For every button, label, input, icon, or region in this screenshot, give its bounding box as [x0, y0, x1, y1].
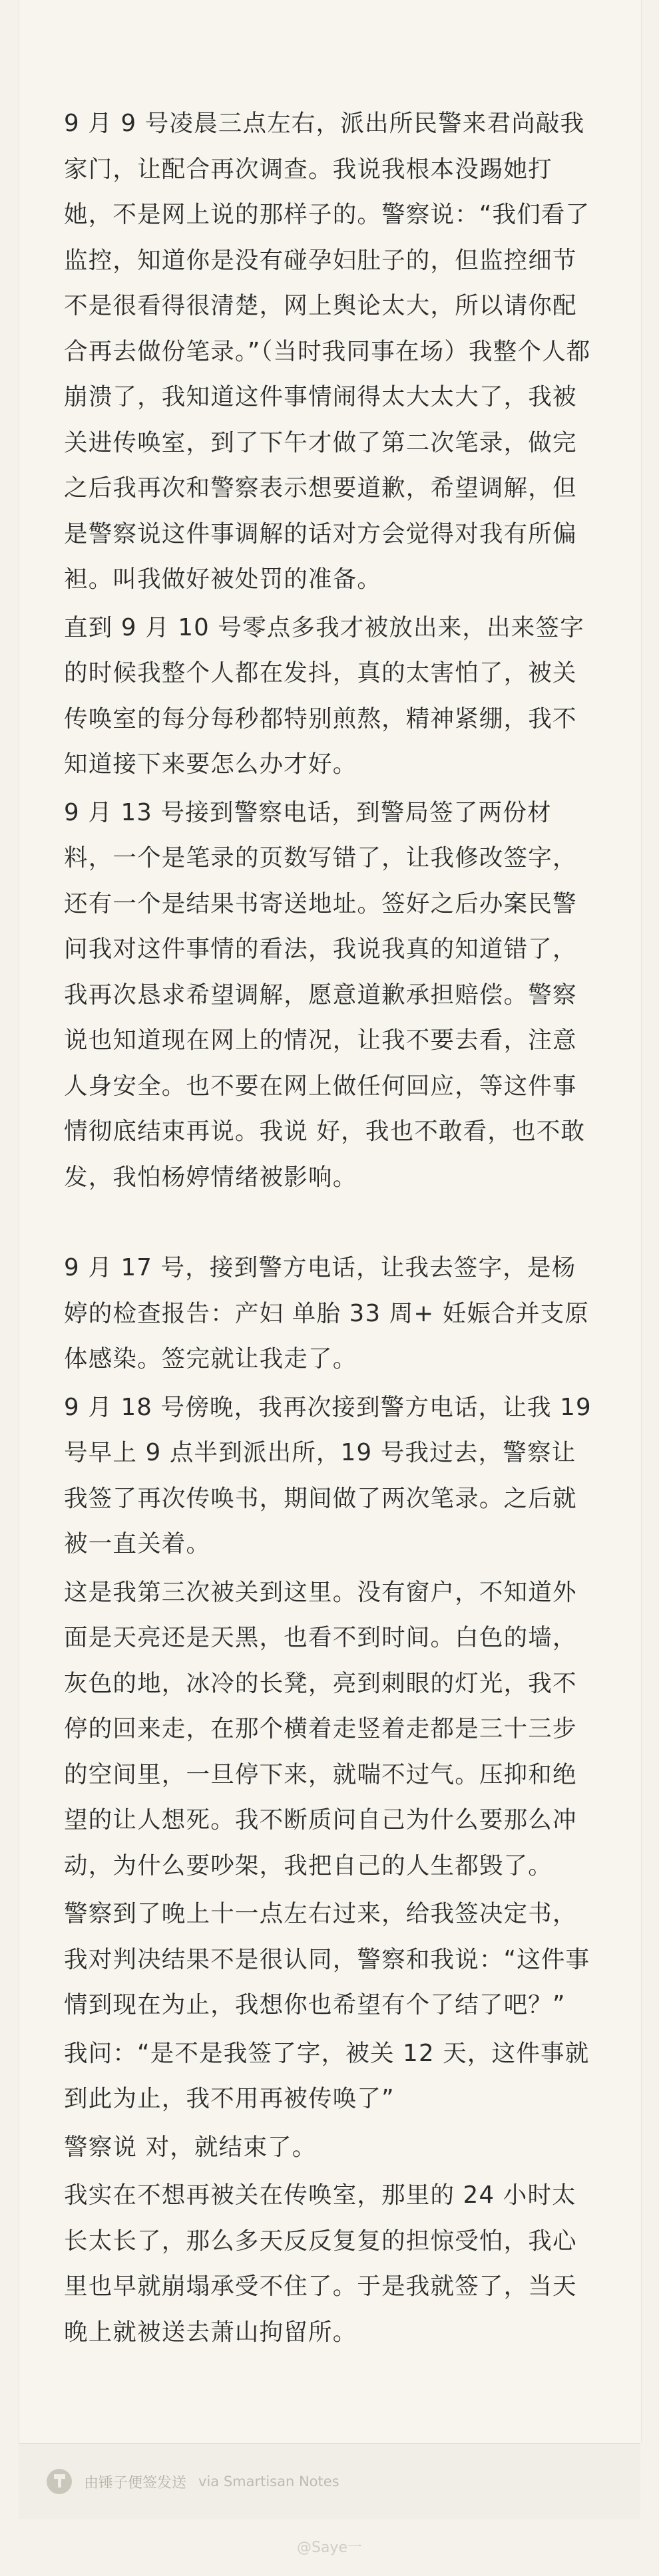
- paragraph-sep-18: 9 月 18 号傍晚，我再次接到警方电话，让我 19 号早上 9 点半到派出所，19 号我过去，警察让我签了再次传唤书，期间做了两次笔录。之后就被一直关着。: [64, 1393, 592, 1557]
- footer-signature: [47, 2469, 339, 2494]
- paragraph-question: 我问：“是不是我签了字，被关 12 天，这件事就到此为止，我不用再被传唤了”: [64, 2039, 590, 2112]
- note-footer: [19, 2444, 640, 2519]
- sent-from-label: 由锤子便签发送: [84, 2474, 187, 2492]
- note-body: [64, 101, 598, 2358]
- paragraph-sep-9: 9 月 9 号凌晨三点左右，派出所民警来君尚敲我家门，让配合再次调查。我说我根本没踢她打她，不是网上说的那样子的。警察说：“我们看了监控，知道你是没有碰孕妇肚子的，但监控细节不是很看得很清楚，网上舆论太大，所以请你配合再去做份笔录。”（当时我同事在场）我整个人都崩溃了，我知道这件事情闹得太大太大了，我被关进传唤室，到了下午才做了第二次笔录，做完之后我再次和警察表示想要道歉，希望调解，但是警察说这件事调解的话对方会觉得对我有所偏袒。叫我做好被处罚的准备。: [64, 110, 591, 593]
- paragraph-decision: 警察到了晚上十一点左右过来，给我签决定书，我对判决结果不是很认同，警察和我说：“这件事情到现在为止，我想你也希望有个了结了吧？”: [64, 1900, 590, 2018]
- weibo-watermark: @Saye一: [296, 2539, 362, 2556]
- paragraph-sep-10: 直到 9 月 10 号零点多我才被放出来，出来签字的时候我整个人都在发抖，真的太害怕了，被关传唤室的每分每秒都特别煎熬，精神紧绷，我不知道接下来要怎么办才好。: [64, 613, 584, 778]
- paragraph-signed: 我实在不想再被关在传唤室，那里的 24 小时太长太长了，那么多天反反复复的担惊受怕，我心里也早就崩塌承受不住了。于是我就签了，当天晚上就被送去萧山拘留所。: [64, 2181, 577, 2346]
- paragraph-gap: [64, 1203, 598, 1245]
- hammer-icon: [47, 2469, 72, 2494]
- via-label: via Smartisan Notes: [198, 2474, 339, 2490]
- paragraph-third-detention: 这是我第三次被关到这里。没有窗户，不知道外面是天亮还是天黑，也看不到时间。白色的墙，灰色的地，冰冷的长凳，亮到刺眼的灯光，我不停的回来走，在那个横着走竖着走都是三十三步的空间里，一旦停下来，就喘不过气。压抑和绝望的让人想死。我不断质问自己为什么要那么冲动，为什么要吵架，我把自己的人生都毁了。: [64, 1578, 577, 1879]
- paragraph-sep-17: 9 月 17 号，接到警方电话，让我去签字，是杨婷的检查报告：产妇 单胎 33 周+ 妊娠合并支原体感染。签完就让我走了。: [64, 1254, 590, 1372]
- paragraph-sep-13: 9 月 13 号接到警察电话，到警局签了两份材料，一个是笔录的页数写错了，让我修改签字，还有一个是结果书寄送地址。签好之后办案民警问我对这件事情的看法，我说我真的知道错了，我再次恳求希望调解，愿意道歉承担赔偿。警察说也知道现在网上的情况，让我不要去看，注意人身安全。也不要在网上做任何回应，等这件事情彻底结束再说。我说 好，我也不敢看，也不敢发，我怕杨婷情绪被影响。: [64, 798, 586, 1191]
- paragraph-answer: 警察说 对，就结束了。: [64, 2133, 317, 2161]
